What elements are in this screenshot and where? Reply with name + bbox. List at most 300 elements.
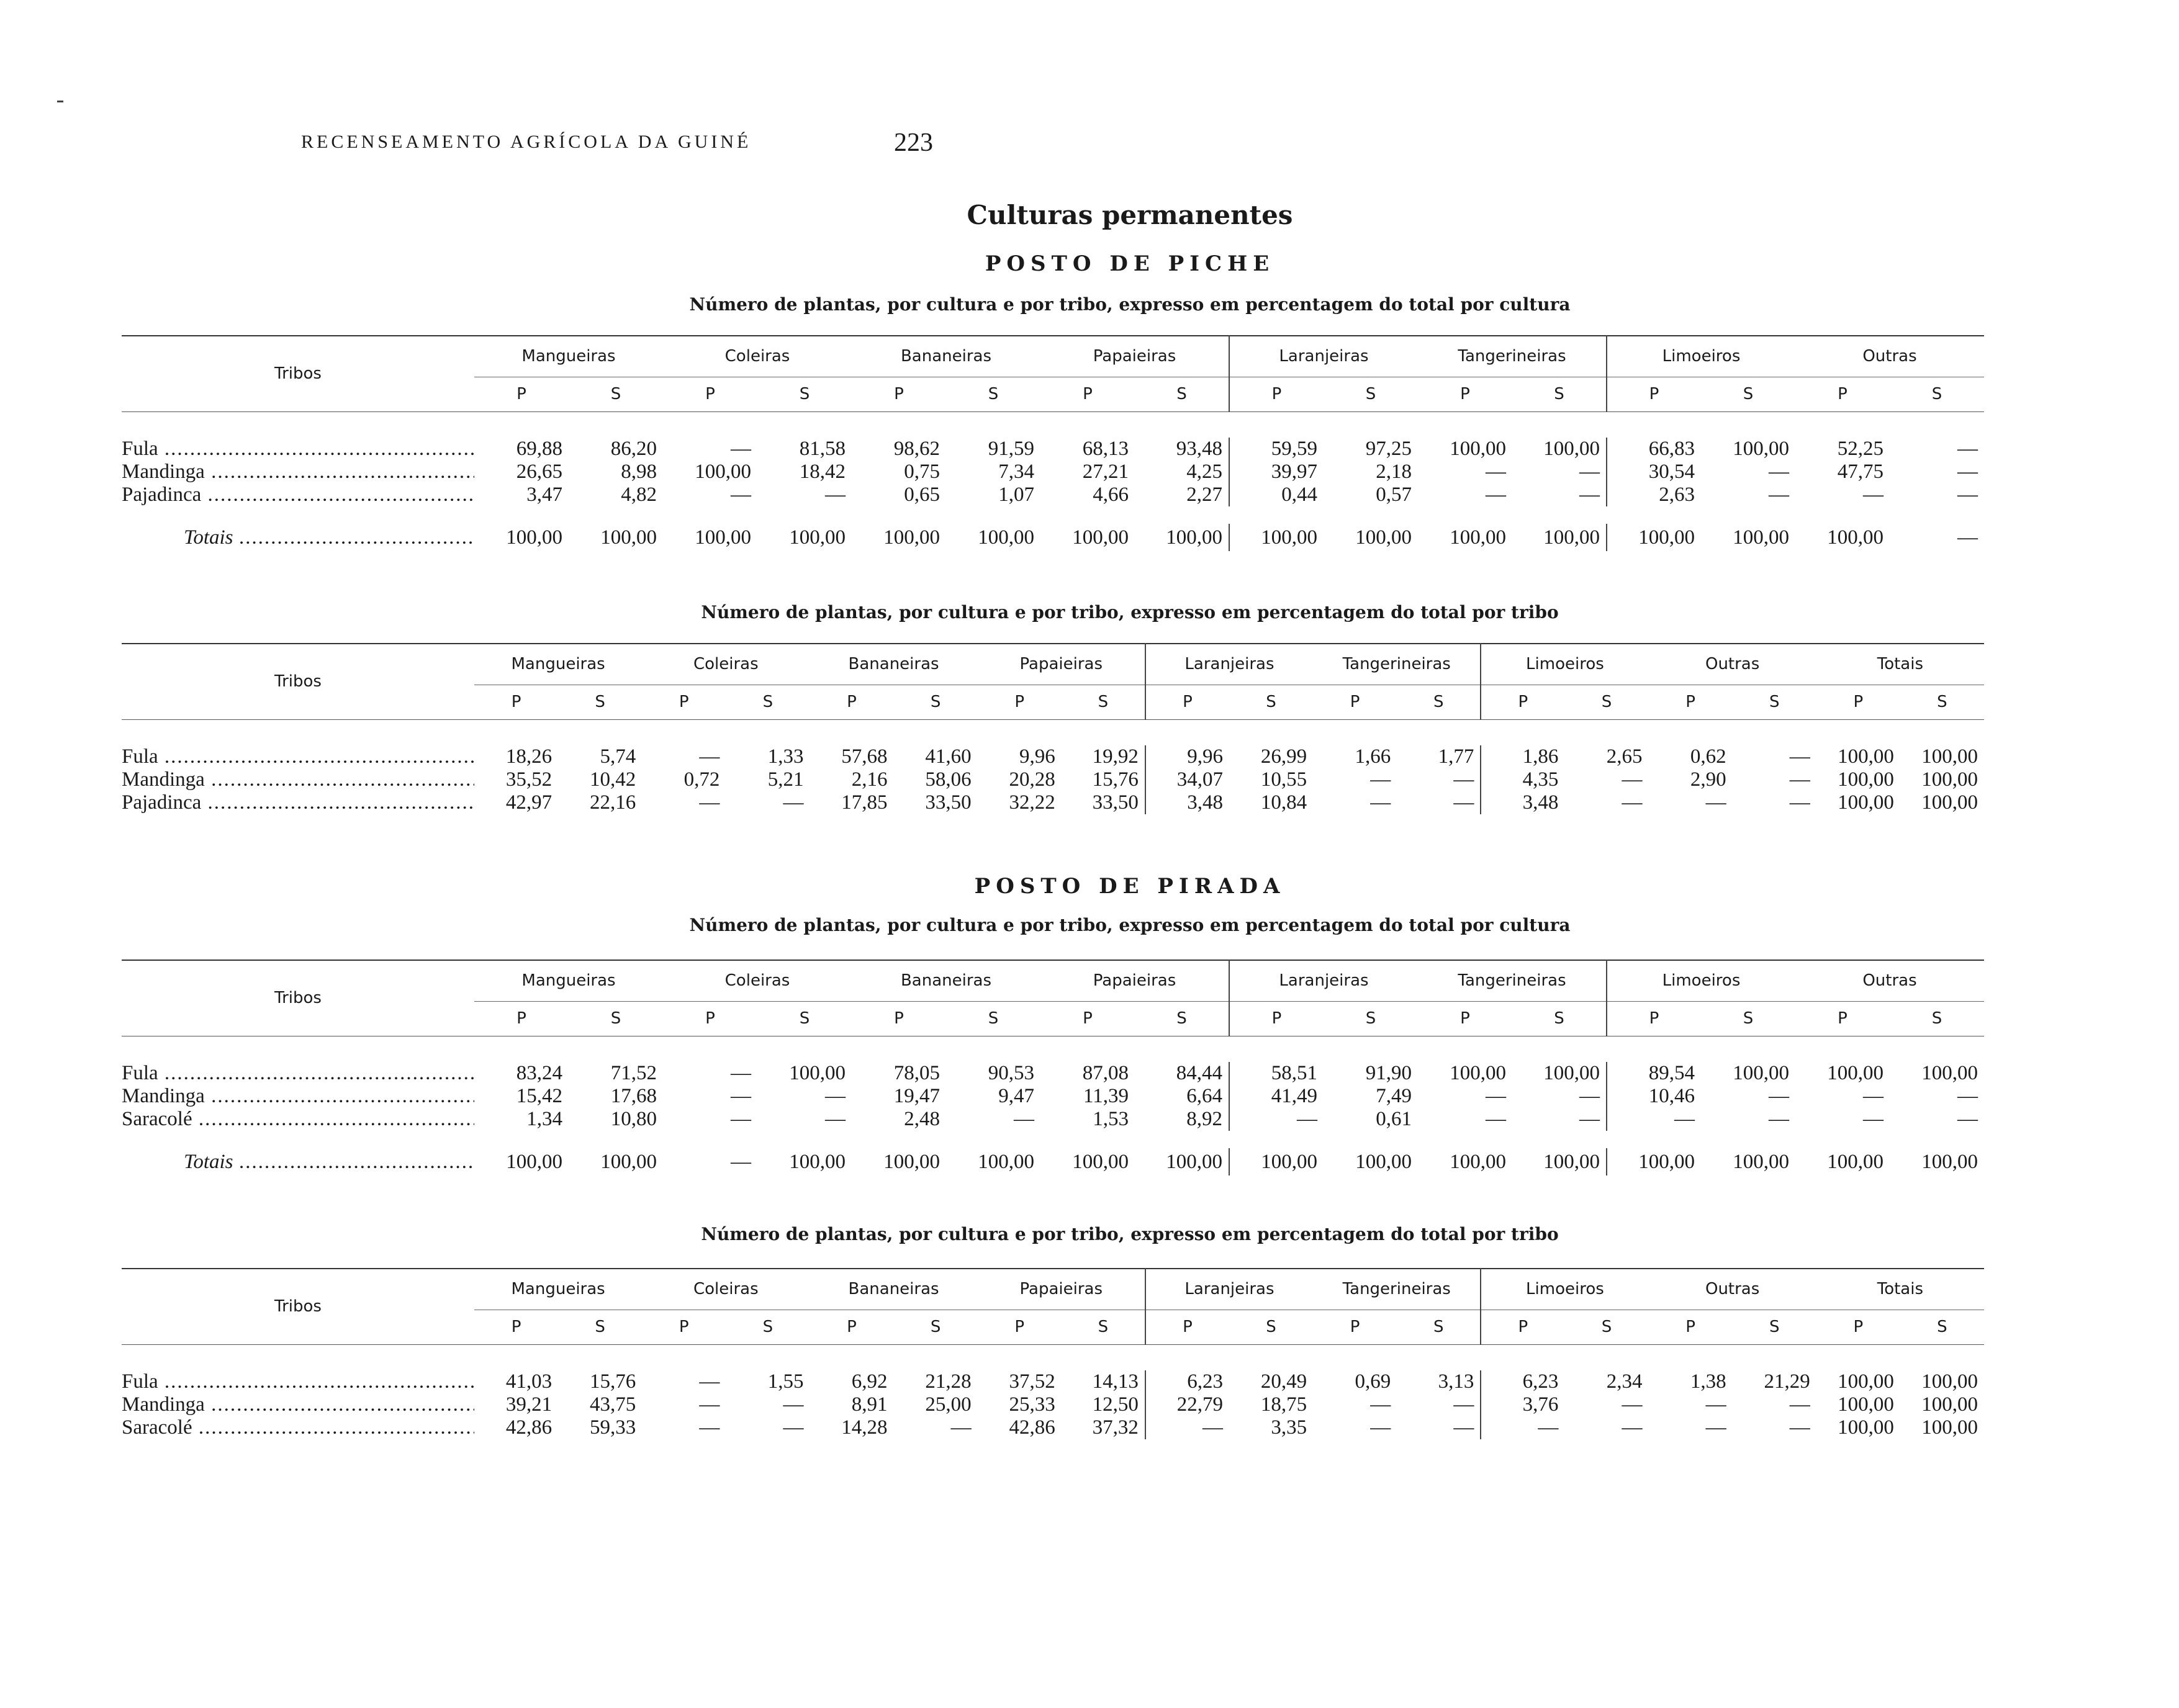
table-row — [122, 1416, 1984, 1439]
table-cell: 2,65 — [1606, 745, 1643, 768]
tribe-label: Saracolé ..... — [122, 1416, 474, 1439]
column-group-header: Outras — [1649, 644, 1816, 685]
table-cell: 66,83 — [1648, 438, 1695, 460]
table-cell: 0,57 — [1376, 483, 1412, 506]
table-row — [122, 1393, 1984, 1416]
tribe-label: Pajadinca ..... — [122, 791, 474, 814]
table-cell: 37,32 — [1062, 1416, 1145, 1439]
tribe-name — [122, 483, 474, 506]
table-cell: — — [1622, 1393, 1643, 1416]
column-group-header: Coleiras — [642, 1269, 810, 1310]
column-subheader: P — [1816, 685, 1900, 719]
totals-cell: 100,00 — [1733, 526, 1789, 549]
tribe-label: Mandinga ..... — [122, 768, 474, 791]
totals-cell: 100,00 — [789, 526, 846, 549]
column-subheader: S — [1135, 1001, 1229, 1036]
column-subheader: S — [1900, 685, 1984, 719]
column-subheader: S — [1701, 1001, 1795, 1036]
totals-label: Totais ..... — [184, 526, 474, 549]
table-cell: — — [1789, 745, 1810, 768]
table-cell: 0,61 — [1376, 1108, 1412, 1130]
table-cell: 27,21 — [1082, 461, 1129, 483]
table-caption: Número de plantas, por cultura e por tribo, expresso em percentagem do total por tribo — [701, 602, 1559, 623]
table-cell: 78,05 — [893, 1062, 940, 1084]
totals-cell: 100,00 — [600, 1150, 657, 1173]
column-subheader: P — [1607, 1001, 1701, 1036]
table-cell: 20,49 — [1260, 1370, 1307, 1393]
table-cell: 68,13 — [1082, 438, 1129, 460]
totals-cell: — — [731, 1150, 751, 1173]
table-cell: 100,00 — [695, 461, 751, 483]
table-row — [122, 483, 1984, 506]
totals-cell: 100,00 — [1261, 526, 1317, 549]
column-group-header: Papaieiras — [1040, 960, 1229, 1001]
table-cell: 71,52 — [610, 1062, 657, 1084]
data-table — [122, 1268, 1984, 1439]
column-subheader: S — [946, 377, 1040, 411]
tribe-name — [122, 1393, 474, 1416]
column-subheader: P — [1481, 1310, 1564, 1344]
table-caption: Número de plantas, por cultura e por tribo, expresso em percentagem do total por cultura — [689, 915, 1571, 935]
table-cell: 100,00 — [1733, 438, 1789, 460]
table-cell: — — [1297, 1108, 1317, 1130]
tribe-label: Fula ..... — [122, 438, 474, 460]
column-group-header: Limoeiros — [1481, 644, 1648, 685]
totals-cell: 100,00 — [883, 526, 940, 549]
totals-cell: 100,00 — [1355, 526, 1412, 549]
table-cell: — — [1202, 1416, 1223, 1439]
scan-mark — [57, 101, 63, 102]
spacer-row — [122, 1036, 1984, 1062]
table-cell: 7,49 — [1376, 1085, 1412, 1107]
table-cell: 100,00 — [789, 1062, 846, 1084]
posto-title-pirada: POSTO DE PIRADA — [974, 874, 1286, 899]
tribe-label: Mandinga ..... — [122, 1393, 474, 1416]
table-cell: 42,86 — [1009, 1416, 1055, 1439]
totals-name — [122, 1148, 474, 1175]
totals-cell: — — [1957, 526, 1978, 549]
table-cell: — — [699, 791, 720, 814]
table-row — [122, 1062, 1984, 1085]
table-cell: 10,84 — [1260, 791, 1307, 814]
totals-cell: 100,00 — [1512, 524, 1607, 551]
column-group-header: Totais — [1816, 1269, 1984, 1310]
table-cell: 57,68 — [841, 745, 888, 768]
table-cell: 52,25 — [1837, 438, 1884, 460]
table-cell: 100,00 — [1921, 791, 1978, 814]
column-subheader: S — [1890, 377, 1984, 411]
table-cell: — — [1705, 791, 1726, 814]
table-cell: — — [699, 1416, 720, 1439]
column-subheader: P — [474, 377, 569, 411]
table-cell: — — [1512, 461, 1607, 483]
tribe-label: Fula ..... — [122, 745, 474, 768]
table-cell: 10,46 — [1648, 1085, 1695, 1107]
table-cell: 17,68 — [610, 1085, 657, 1107]
table-cell: — — [1397, 1416, 1481, 1439]
tribe-name — [122, 1062, 474, 1085]
totals-cell: 100,00 — [789, 1150, 846, 1173]
table-row — [122, 1085, 1984, 1108]
column-subheader: S — [1900, 1310, 1984, 1344]
table-cell: — — [1397, 791, 1481, 814]
column-group-header: Tangerineiras — [1418, 960, 1607, 1001]
data-table — [122, 643, 1984, 814]
table-cell: 3,76 — [1522, 1393, 1559, 1416]
table-cell: 87,08 — [1082, 1062, 1129, 1084]
table-cell: 100,00 — [1921, 1416, 1978, 1439]
table-cell: 10,42 — [589, 768, 636, 791]
page-number: 223 — [894, 128, 933, 157]
column-subheader: S — [757, 377, 852, 411]
column-group-header: Limoeiros — [1607, 960, 1795, 1001]
table-cell: 1,07 — [998, 483, 1034, 506]
table-cell: 93,48 — [1135, 438, 1229, 461]
table-cell: 100,00 — [1733, 1062, 1789, 1084]
column-group-header: Tangerineiras — [1418, 336, 1607, 377]
table-cell: — — [1863, 1085, 1884, 1107]
table-cell: 58,06 — [925, 768, 972, 791]
running-title: RECENSEAMENTO AGRÍCOLA DA GUINÉ — [301, 132, 752, 152]
table-cell: 41,49 — [1271, 1085, 1317, 1107]
totals-cell: 100,00 — [600, 526, 657, 549]
column-subheader: S — [894, 685, 978, 719]
header-row — [122, 1269, 1984, 1310]
tribe-name — [122, 438, 474, 461]
table-cell: 2,63 — [1659, 483, 1695, 506]
column-subheader: S — [1397, 1310, 1481, 1344]
column-group-header: Bananeiras — [810, 644, 977, 685]
table-cell: 91,90 — [1365, 1062, 1412, 1084]
totals-cell: 100,00 — [1638, 526, 1695, 549]
column-group-header: Mangueiras — [474, 960, 663, 1001]
table-row — [122, 768, 1984, 791]
table-cell: — — [783, 791, 804, 814]
column-subheader: P — [1313, 685, 1397, 719]
table-cell: 100,00 — [1512, 438, 1607, 461]
column-group-header: Coleiras — [663, 336, 852, 377]
table-cell: 100,00 — [1838, 1370, 1894, 1393]
column-subheader: S — [1733, 1310, 1816, 1344]
tribes-column-header: Tribos — [122, 960, 474, 1036]
table-cell: — — [1370, 1416, 1391, 1439]
table-cell: 6,23 — [1522, 1370, 1559, 1393]
table-cell: — — [950, 1416, 972, 1439]
table-cell: 100,00 — [1838, 1416, 1894, 1439]
totals-cell: 100,00 — [506, 526, 562, 549]
tribe-name — [122, 1370, 474, 1393]
table-row — [122, 1108, 1984, 1131]
table-cell: — — [1769, 461, 1789, 483]
table-cell: 0,72 — [683, 768, 720, 791]
column-subheader: P — [1145, 1310, 1229, 1344]
table-cell: 22,16 — [589, 791, 636, 814]
table-cell: 100,00 — [1838, 768, 1894, 791]
column-subheader: P — [978, 685, 1062, 719]
column-subheader: S — [1733, 685, 1816, 719]
table-cell: — — [1705, 1393, 1726, 1416]
table-cell: 41,03 — [505, 1370, 553, 1393]
column-group-header: Limoeiros — [1607, 336, 1795, 377]
column-group-header: Laranjeiras — [1145, 644, 1313, 685]
table-cell: — — [731, 1085, 751, 1107]
table-cell: 14,28 — [841, 1416, 888, 1439]
table-cell: 2,18 — [1376, 461, 1412, 483]
totals-cell: 100,00 — [506, 1150, 562, 1173]
table-cell: 5,21 — [767, 768, 804, 791]
table-cell: 8,98 — [621, 461, 657, 483]
table-cell: 21,29 — [1764, 1370, 1810, 1393]
column-subheader: S — [1062, 685, 1145, 719]
spacer-row — [122, 506, 1984, 524]
table-cell: 90,53 — [988, 1062, 1034, 1084]
table-cell: 35,52 — [505, 768, 553, 791]
table-cell: — — [1622, 791, 1643, 814]
column-group-header: Papaieiras — [1040, 336, 1229, 377]
table-cell: 15,76 — [1062, 768, 1145, 791]
table-cell: 8,92 — [1135, 1108, 1229, 1131]
tribe-label: Mandinga ..... — [122, 461, 474, 483]
tribe-name — [122, 1108, 474, 1131]
table-row — [122, 461, 1984, 483]
totals-cell: 100,00 — [1355, 1150, 1412, 1173]
tribe-name — [122, 768, 474, 791]
table-cell: — — [1957, 1108, 1978, 1130]
totals-cell: 100,00 — [1827, 526, 1884, 549]
table-cell: — — [783, 1416, 804, 1439]
table-cell: 84,44 — [1135, 1062, 1229, 1085]
totals-cell: 100,00 — [978, 1150, 1034, 1173]
totals-cell: 100,00 — [695, 526, 751, 549]
tribe-label: Fula ..... — [122, 1062, 474, 1084]
totals-row — [122, 1148, 1984, 1175]
table-cell: — — [1397, 768, 1481, 791]
table-cell: 39,21 — [505, 1393, 553, 1416]
table-row — [122, 745, 1984, 768]
table-cell: — — [1863, 1108, 1884, 1130]
table-cell: 21,28 — [925, 1370, 972, 1393]
totals-cell: 100,00 — [1261, 1150, 1317, 1173]
table-cell: — — [1705, 1416, 1726, 1439]
table-cell: 100,00 — [1921, 1393, 1978, 1416]
column-subheader: P — [1313, 1310, 1397, 1344]
table-cell: — — [1957, 461, 1978, 483]
table-cell: 0,69 — [1355, 1370, 1391, 1393]
table-cell: 41,60 — [925, 745, 972, 768]
table-cell: 100,00 — [1921, 1370, 1978, 1393]
totals-row — [122, 524, 1984, 551]
table-cell: 98,62 — [893, 438, 940, 460]
table-cell: 20,28 — [1009, 768, 1055, 791]
header-row — [122, 336, 1984, 377]
column-subheader: P — [642, 685, 726, 719]
totals-cell: 100,00 — [1450, 1150, 1506, 1173]
table-cell: 0,75 — [904, 461, 940, 483]
table-cell: — — [825, 483, 846, 506]
table-cell: 3,48 — [1522, 791, 1559, 814]
table-cell: — — [1674, 1108, 1695, 1130]
column-subheader: S — [1324, 377, 1418, 411]
column-subheader: S — [726, 685, 810, 719]
table-cell: — — [1512, 1108, 1607, 1131]
table-cell: 100,00 — [1838, 791, 1894, 814]
column-subheader: S — [1512, 1001, 1607, 1036]
column-subheader: P — [1649, 685, 1733, 719]
column-subheader: P — [474, 1310, 558, 1344]
table-cell: 6,92 — [851, 1370, 888, 1393]
header-row — [122, 960, 1984, 1001]
table-cell: 15,42 — [516, 1085, 562, 1107]
table-cell: 89,54 — [1648, 1062, 1695, 1084]
table-cell: 14,13 — [1062, 1370, 1145, 1393]
tribe-label: Mandinga ..... — [122, 1085, 474, 1107]
table-cell: 0,62 — [1690, 745, 1726, 768]
table-cell: 33,50 — [925, 791, 972, 814]
column-group-header: Coleiras — [663, 960, 852, 1001]
table-cell: — — [731, 438, 751, 460]
column-group-header: Bananeiras — [852, 960, 1040, 1001]
table-cell: 19,47 — [893, 1085, 940, 1107]
column-subheader: P — [1481, 685, 1564, 719]
table-cell: 19,92 — [1062, 745, 1145, 768]
column-subheader: P — [978, 1310, 1062, 1344]
table-cell: 47,75 — [1837, 461, 1884, 483]
table-cell: 3,13 — [1397, 1370, 1481, 1393]
column-subheader: S — [1564, 1310, 1648, 1344]
column-subheader: S — [569, 377, 663, 411]
table-cell: 0,44 — [1281, 483, 1317, 506]
data-table — [122, 335, 1984, 551]
table-cell: 18,75 — [1260, 1393, 1307, 1416]
totals-cell: 100,00 — [883, 1150, 940, 1173]
column-group-header: Coleiras — [642, 644, 810, 685]
table-cell: 59,59 — [1271, 438, 1317, 460]
column-subheader: P — [1229, 1001, 1324, 1036]
table-cell: 1,38 — [1690, 1370, 1726, 1393]
tribes-column-header: Tribos — [122, 1269, 474, 1344]
table-cell: 1,34 — [526, 1108, 562, 1130]
totals-cell: 100,00 — [1733, 1150, 1789, 1173]
column-subheader: S — [757, 1001, 852, 1036]
table-cell: 3,48 — [1187, 791, 1223, 814]
data-table — [122, 960, 1984, 1175]
table-cell: 1,55 — [767, 1370, 804, 1393]
column-subheader: S — [1135, 377, 1229, 411]
table-cell: 34,07 — [1176, 768, 1223, 791]
totals-cell: 100,00 — [1512, 1148, 1607, 1175]
table-cell: 6,23 — [1187, 1370, 1223, 1393]
column-subheader: P — [810, 1310, 893, 1344]
column-subheader: P — [1145, 685, 1229, 719]
table-cell: — — [1486, 461, 1506, 483]
table-cell: — — [1512, 483, 1607, 506]
table-cell: 1,33 — [767, 745, 804, 768]
column-subheader: S — [1062, 1310, 1145, 1344]
table-cell: 2,48 — [904, 1108, 940, 1130]
spacer-row — [122, 411, 1984, 438]
table-cell: 7,34 — [998, 461, 1034, 483]
table-cell: 17,85 — [841, 791, 888, 814]
column-group-header: Limoeiros — [1481, 1269, 1648, 1310]
table-cell: 2,27 — [1135, 483, 1229, 506]
column-subheader: P — [852, 377, 946, 411]
column-group-header: Mangueiras — [474, 1269, 642, 1310]
totals-cell: 100,00 — [1072, 526, 1129, 549]
column-group-header: Papaieiras — [978, 1269, 1145, 1310]
column-subheader: P — [474, 1001, 569, 1036]
totals-name — [122, 524, 474, 551]
table-cell: — — [731, 1108, 751, 1130]
column-subheader: P — [1040, 1001, 1135, 1036]
tribes-column-header: Tribos — [122, 644, 474, 719]
table-cell: 12,50 — [1062, 1393, 1145, 1416]
posto-title-piche: POSTO DE PICHE — [985, 251, 1275, 276]
table-caption: Número de plantas, por cultura e por tribo, expresso em percentagem do total por cultura — [689, 294, 1571, 315]
column-subheader: S — [946, 1001, 1040, 1036]
table-cell: — — [699, 1393, 720, 1416]
table-cell: 59,33 — [589, 1416, 636, 1439]
table-cell: — — [1486, 483, 1506, 506]
table-cell: 9,47 — [998, 1085, 1034, 1107]
table-cell: — — [1769, 1108, 1789, 1130]
table-cell: 11,39 — [1083, 1085, 1129, 1107]
column-subheader: S — [558, 1310, 642, 1344]
totals-cell: 100,00 — [978, 526, 1034, 549]
totals-cell: 100,00 — [1135, 1148, 1229, 1175]
column-subheader: P — [852, 1001, 946, 1036]
column-group-header: Bananeiras — [810, 1269, 977, 1310]
table-cell: 15,76 — [589, 1370, 636, 1393]
table-cell: 43,75 — [589, 1393, 636, 1416]
table-cell: 30,54 — [1648, 461, 1695, 483]
column-group-header: Papaieiras — [978, 644, 1145, 685]
table-cell: 25,33 — [1009, 1393, 1055, 1416]
table-cell: — — [1789, 1416, 1810, 1439]
column-group-header: Laranjeiras — [1145, 1269, 1313, 1310]
table-cell: — — [1486, 1108, 1506, 1130]
table-cell: 2,16 — [851, 768, 888, 791]
table-cell: 42,97 — [505, 791, 553, 814]
table-cell: — — [699, 1370, 720, 1393]
table-cell: — — [1370, 1393, 1391, 1416]
table-cell: — — [699, 745, 720, 768]
tribe-label: Pajadinca ..... — [122, 483, 474, 506]
table-cell: — — [1486, 1085, 1506, 1107]
table-cell: 100,00 — [1921, 745, 1978, 768]
column-subheader: S — [1564, 685, 1648, 719]
column-subheader: S — [1512, 377, 1607, 411]
column-group-header: Laranjeiras — [1229, 336, 1418, 377]
header-row — [122, 644, 1984, 685]
column-group-header: Tangerineiras — [1313, 1269, 1481, 1310]
table-cell: 2,90 — [1690, 768, 1726, 791]
tribe-name — [122, 1416, 474, 1439]
column-subheader: P — [1418, 377, 1512, 411]
table-cell: 5,74 — [600, 745, 636, 768]
column-group-header: Bananeiras — [852, 336, 1040, 377]
tribe-name — [122, 745, 474, 768]
table-cell: — — [825, 1108, 846, 1130]
totals-cell: 100,00 — [1072, 1150, 1129, 1173]
table-cell: — — [1014, 1108, 1034, 1130]
table-cell: 39,97 — [1271, 461, 1317, 483]
column-subheader: S — [1229, 1310, 1313, 1344]
table-cell: 100,00 — [1450, 438, 1506, 460]
table-cell: 1,66 — [1355, 745, 1391, 768]
spacer-row — [122, 719, 1984, 745]
table-cell: — — [1957, 483, 1978, 506]
tribe-label: Fula ..... — [122, 1370, 474, 1393]
